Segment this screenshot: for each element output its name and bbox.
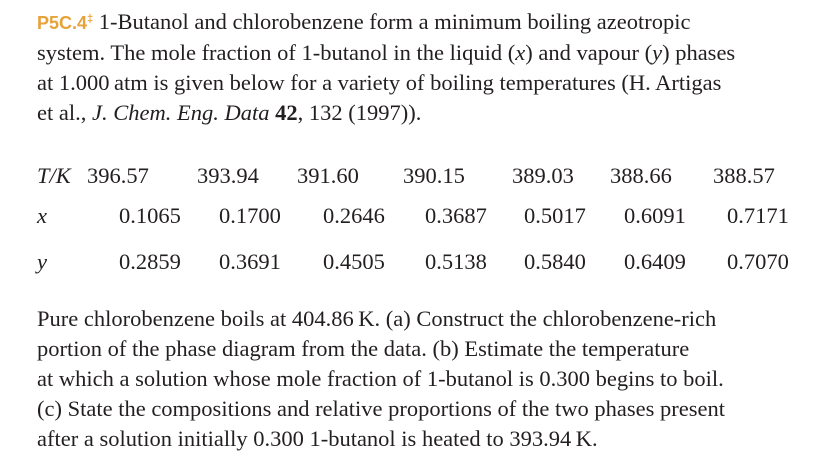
table-row-temperature	[37, 163, 837, 193]
question-line-5: after a solution initially 0.300 1-butanol is heated to 393.94 K.	[37, 426, 598, 451]
problem-question	[37, 304, 833, 454]
journal-name: J. Chem. Eng. Data	[91, 100, 270, 125]
row-label-y: y	[37, 249, 47, 274]
problem-marker: ‡	[87, 13, 94, 25]
question-line-4: (c) State the compositions and relative proportions of the two phases present	[37, 396, 725, 421]
row-label-x: x	[37, 203, 47, 228]
question-line-2: portion of the phase diagram from the data. (b) Estimate the temperature	[37, 336, 690, 361]
table-row-vapour	[37, 249, 837, 279]
table-cell: 0.3687	[425, 203, 487, 228]
question-line-3: at which a solution whose mole fraction of 1-butanol is 0.300 begins to boil.	[37, 366, 724, 391]
row-label-temperature: T/K	[37, 163, 71, 188]
table-cell: 390.15	[403, 163, 465, 188]
intro-line-3: at 1.000 atm is given below for a variety of boiling temperatures (H. Artigas	[37, 70, 722, 95]
table-cell: 0.3691	[219, 249, 281, 274]
table-cell: 0.5840	[524, 249, 586, 274]
intro-line-2: system. The mole fraction of 1-butanol in the liquid (x) and vapour (y) phases	[37, 40, 736, 65]
table-row-liquid	[37, 203, 837, 233]
table-cell: 388.57	[713, 163, 775, 188]
table-cell: 0.7070	[727, 249, 789, 274]
table-cell: 0.6091	[624, 203, 686, 228]
table-cell: 0.1700	[219, 203, 281, 228]
table-cell: 393.94	[197, 163, 259, 188]
problem-id: P5C.4‡	[37, 13, 94, 33]
intro-line-1: P5C.4‡ 1-Butanol and chlorobenzene form a minimum boiling azeotropic	[37, 9, 691, 34]
table-cell: 391.60	[297, 163, 359, 188]
journal-volume: 42	[275, 100, 298, 125]
table-cell: 0.2859	[119, 249, 181, 274]
table-cell: 389.03	[512, 163, 574, 188]
table-cell: 0.2646	[323, 203, 385, 228]
table-cell: 0.1065	[119, 203, 181, 228]
table-cell: 0.4505	[323, 249, 385, 274]
intro-line-4: et al., J. Chem. Eng. Data 42, 132 (1997)).	[37, 100, 422, 125]
table-cell: 0.5138	[425, 249, 487, 274]
table-cell: 0.5017	[524, 203, 586, 228]
question-line-1: Pure chlorobenzene boils at 404.86 K. (a) Construct the chlorobenzene-rich	[37, 306, 717, 331]
problem-intro	[37, 4, 833, 128]
table-cell: 396.57	[87, 163, 149, 188]
table-cell: 0.7171	[727, 203, 789, 228]
table-cell: 0.6409	[624, 249, 686, 274]
table-cell: 388.66	[610, 163, 672, 188]
